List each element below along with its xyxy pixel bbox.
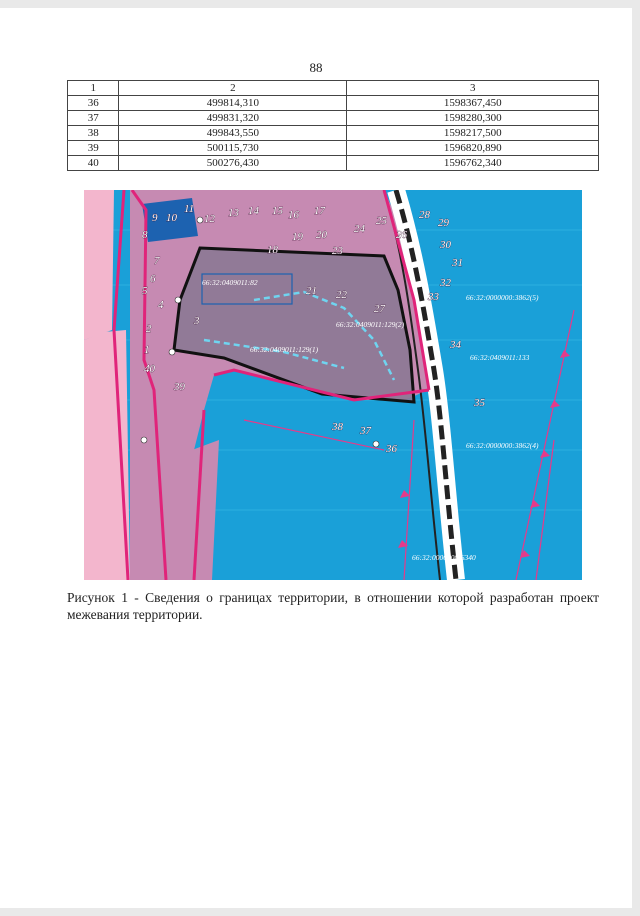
- cadastral-label: 66:32:0409011:129(2): [336, 320, 405, 329]
- point-label: 35: [474, 397, 485, 409]
- table-cell: 37: [68, 111, 119, 126]
- point-label: 31: [452, 257, 463, 269]
- cadastral-label: 66:32:0000000:6340: [412, 553, 476, 562]
- cadastral-label: 66:32:0409011:82: [202, 278, 258, 287]
- table-row: [68, 111, 599, 126]
- table-header-row: [68, 81, 599, 96]
- cadastral-label: 66:32:0000000:3862(5): [466, 293, 539, 302]
- point-label: 6: [150, 273, 156, 285]
- point-label: 21: [306, 285, 317, 297]
- table-header-cell: 3: [347, 81, 599, 96]
- table-header-cell: 2: [119, 81, 347, 96]
- table-row: [68, 156, 599, 171]
- point-label: 34: [450, 339, 461, 351]
- point-label: 22: [336, 289, 347, 301]
- table-cell: 500276,430: [119, 156, 347, 171]
- point-label: 19: [292, 231, 303, 243]
- document-page: [0, 8, 632, 908]
- table-row: [68, 126, 599, 141]
- point-label: 1: [144, 344, 150, 356]
- table-cell: 40: [68, 156, 119, 171]
- table-row: [68, 96, 599, 111]
- point-label: 18: [267, 244, 278, 256]
- table-cell: 499843,550: [119, 126, 347, 141]
- point-label: 30: [440, 239, 451, 251]
- point-label: 3: [194, 315, 200, 327]
- coordinates-table: [67, 80, 599, 171]
- table-cell: 499831,320: [119, 111, 347, 126]
- point-label: 25: [376, 215, 387, 227]
- page-number: 88: [309, 60, 323, 75]
- point-label: 5: [142, 285, 148, 297]
- pink-land-top: [84, 190, 114, 340]
- point-label: 24: [354, 223, 365, 235]
- point-label: 27: [374, 303, 385, 315]
- table-cell: 36: [68, 96, 119, 111]
- table-cell: 39: [68, 141, 119, 156]
- point-label: 12: [204, 213, 215, 225]
- point-label: 37: [360, 425, 371, 437]
- cadastral-label: 66:32:0409011:129(1): [250, 345, 319, 354]
- table-cell: 499814,310: [119, 96, 347, 111]
- point-label: 23: [332, 245, 343, 257]
- point-label: 10: [166, 212, 177, 224]
- point-label: 14: [248, 205, 259, 217]
- table-cell: 1598217,500: [347, 126, 599, 141]
- point-label: 17: [314, 205, 325, 217]
- territory-map: [84, 190, 582, 580]
- table-cell: 500115,730: [119, 141, 347, 156]
- point-label: 28: [419, 209, 430, 221]
- point-label: 7: [154, 255, 160, 267]
- table-header-cell: 1: [68, 81, 119, 96]
- point-label: 13: [228, 207, 239, 219]
- table-row: [68, 141, 599, 156]
- point-label: 33: [428, 291, 439, 303]
- point-label: 15: [272, 205, 283, 217]
- point-label: 26: [396, 229, 407, 241]
- table-cell: 38: [68, 126, 119, 141]
- point-label: 9: [152, 212, 158, 224]
- point-label: 20: [316, 229, 327, 241]
- cadastral-label: 66:32:0409011:133: [470, 353, 530, 362]
- map-canvas: [84, 190, 582, 580]
- point-label: 2: [146, 323, 152, 335]
- point-label: 32: [440, 277, 451, 289]
- pink-land: [84, 330, 130, 580]
- point-label: 40: [144, 363, 155, 375]
- point-label: 38: [332, 421, 343, 433]
- point-label: 39: [174, 381, 185, 393]
- cadastral-label: 66:32:0000000:3862(4): [466, 441, 539, 450]
- table-cell: 1596820,890: [347, 141, 599, 156]
- table-cell: 1598367,450: [347, 96, 599, 111]
- point-label: 16: [288, 209, 299, 221]
- point-label: 36: [386, 443, 397, 455]
- table-cell: 1598280,300: [347, 111, 599, 126]
- point-label: 29: [438, 217, 449, 229]
- point-label: 11: [184, 203, 195, 215]
- point-label: 4: [158, 299, 164, 311]
- figure-caption: Рисунок 1 - Сведения о границах территории, в отношении которой разработан проект межевания территории.: [67, 590, 599, 622]
- table-cell: 1596762,340: [347, 156, 599, 171]
- point-label: 8: [142, 229, 148, 241]
